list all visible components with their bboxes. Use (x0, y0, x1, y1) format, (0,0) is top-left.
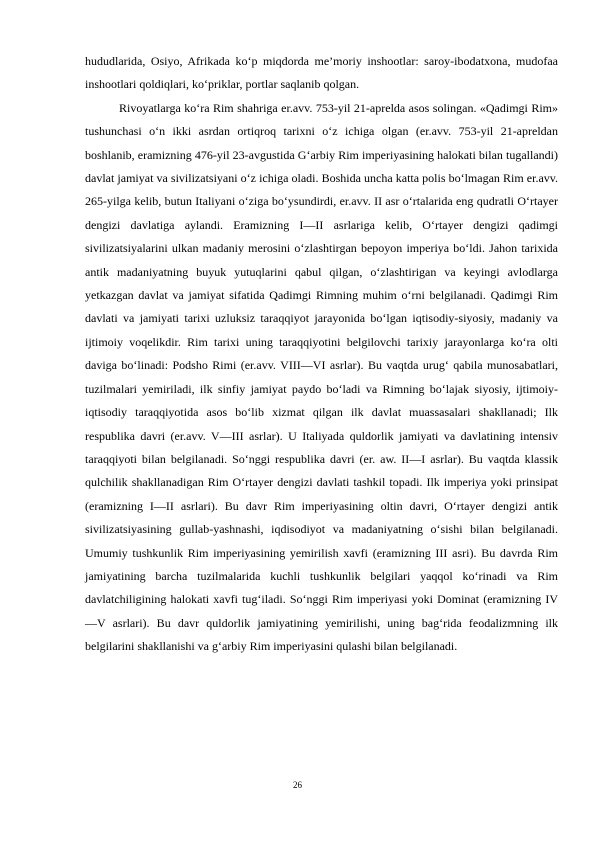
page-number: 26 (293, 780, 302, 790)
paragraph-rome-history: Rivoyatlarga ko‘ra Rim shahriga er.avv. 753-yil 21-aprelda asos solingan. «Qadimgi Rim» tushunchasi o‘n ikki asrdan ortiqroq tarixni o‘z ichiga olgan (er.avv. 753-yil 21-apreldan boshlanib, eramizning 476-yil 23-avgustida G‘arbiy Rim imperiyasining halokati bilan tugallandi) davlat jamiyat va sivilizatsiyani o‘z ichiga oladi. Boshida uncha katta polis bo‘lmagan Rim er.avv. 265-yilga kelib, butun Italiyani o‘ziga bo‘ysundirdi, er.avv. II asr o‘rtalarida eng qudratli O‘rtayer dengizi davlatiga aylandi. Eramizning I—II asrlariga kelib, O‘rtayer dengizi qadimgi sivilizatsiyalarini ulkan madaniy merosini o‘zlashtirgan bepoyon imperiya bo‘ldi. Jahon tarixida antik madaniyatning buyuk yutuqlarini qabul qilgan, o‘zlashtirigan va keyingi avlodlarga yetkazgan davlat va jamiyat sifatida Qadimgi Rimning muhim o‘rni belgilanadi. Qadimgi Rim davlati va jamiyati tarixi uzluksiz taraqqiyot jarayonida bo‘lgan iqtisodiy-siyosiy, madaniy va ijtimoiy voqelikdir. Rim tarixi uning taraqqiyotini belgilovchi tarixiy jarayonlarga ko‘ra olti daviga bo‘linadi: Podsho Rimi (er.avv. VIII—VI asrlar). Bu vaqtda urug‘ qabila munosabatlari, tuzilmalari yemiriladi, ilk sinfiy jamiyat paydo bo‘ladi va Rimning bo‘lajak siyosiy, ijtimoiy-iqtisodiy taraqqiyotida asos bo‘lib xizmat qilgan ilk davlat muassasalari shakllanadi; Ilk respublika davri (er.avv. V—III asrlar). U Italiyada quldorlik jamiyati va davlatining intensiv taraqqiyoti bilan belgilanadi. So‘nggi respublika davri (er. aw. II—I asrlar). Bu vaqtda klassik qulchilik shakllanadigan Rim O‘rtayer dengizi davlati tashkil topadi. Ilk imperiya yoki prinsipat (eramizning I—II asrlari). Bu davr Rim imperiyasining oltin davri, O‘rtayer dengizi antik sivilizatsiyasining gullab-yashnashi, iqdisodiyot va madaniyatning o‘sishi bilan belgilanadi. Umumiy tushkunlik Rim imperiyasining yemirilish xavfi (eramizning III asri). Bu davrda Rim jamiyatining barcha tuzilmalarida kuchli tushkunlik belgilari yaqqol ko‘rinadi va Rim davlatchiligining halokati xavfi tug‘iladi. So‘nggi Rim imperiyasi yoki Dominat (eramizning IV—V asrlari). Bu davr quldorlik jamiyatining yemirilishi, uning bag‘rida feodalizmning ilk belgilarini shakllanishi va g‘arbiy Rim imperiyasini qulashi bilan belgilanadi. (85, 100, 558, 654)
paragraph-continuation: hududlarida, Osiyo, Afrikada ko‘p miqdorda me’moriy inshootlar: saroy-ibodatxona, mudofaa inshootlari qoldiqlari, ko‘priklar, portlar saqlanib qolgan. (85, 54, 558, 92)
document-page (85, 50, 558, 659)
